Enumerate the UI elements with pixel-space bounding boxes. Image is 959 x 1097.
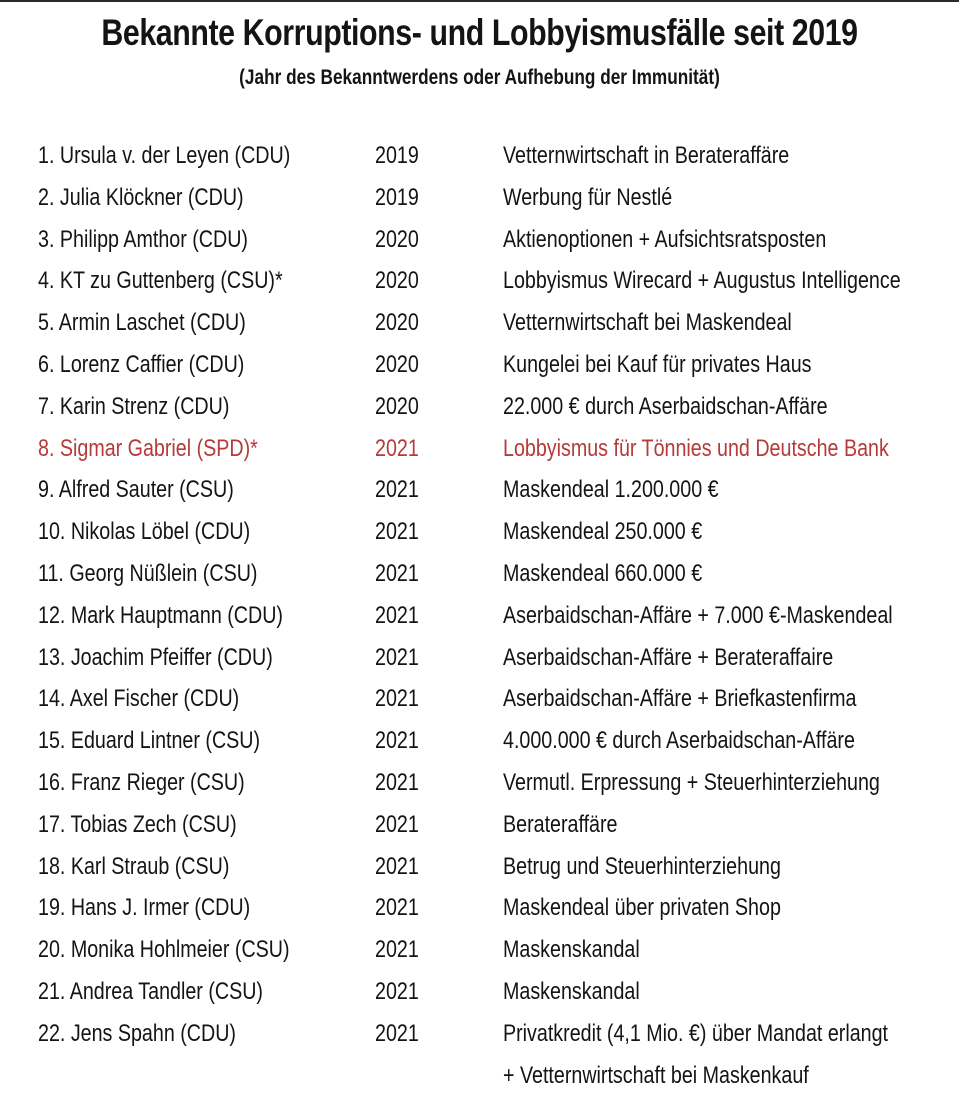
case-year: 2021 xyxy=(375,1019,419,1047)
table-row xyxy=(38,428,948,470)
page-title: Bekannte Korruptions- und Lobbyismusfälle seit 2019 xyxy=(101,12,858,53)
politician-name: 14. Axel Fischer (CDU) xyxy=(38,685,240,713)
case-description-line: Kungelei bei Kauf für privates Haus xyxy=(503,350,812,378)
politician-name: 11. Georg Nüßlein (CSU) xyxy=(38,559,258,587)
table-row xyxy=(38,1013,948,1089)
politician-name: 9. Alfred Sauter (CSU) xyxy=(38,476,234,504)
table-row xyxy=(38,804,948,846)
case-year: 2021 xyxy=(375,810,419,838)
case-description-line: Maskendeal 1.200.000 € xyxy=(503,476,719,504)
table-row xyxy=(38,762,948,804)
case-description-continuation: + Vetternwirtschaft bei Maskenkauf xyxy=(503,1061,809,1089)
case-description-line: Vetternwirtschaft bei Maskendeal xyxy=(503,309,792,337)
politician-name: 4. KT zu Guttenberg (CSU)* xyxy=(38,267,283,295)
table-row xyxy=(38,929,948,971)
table-row xyxy=(38,887,948,929)
politician-name: 13. Joachim Pfeiffer (CDU) xyxy=(38,643,273,671)
politician-name: 1. Ursula v. der Leyen (CDU) xyxy=(38,142,291,169)
case-description xyxy=(503,762,880,804)
politician-name: 5. Armin Laschet (CDU) xyxy=(38,309,246,337)
case-list xyxy=(38,135,948,1089)
case-description-line: Betrug und Steuerhinterziehung xyxy=(503,852,781,880)
case-description xyxy=(503,678,857,720)
table-row xyxy=(38,386,948,428)
case-description-line: Vermutl. Erpressung + Steuerhinterziehung xyxy=(503,768,880,796)
case-year: 2019 xyxy=(375,142,419,169)
politician-name: 18. Karl Straub (CSU) xyxy=(38,852,230,880)
case-year: 2021 xyxy=(375,559,419,587)
case-description-line: Maskendeal 250.000 € xyxy=(503,518,703,546)
case-description xyxy=(503,720,855,762)
case-description xyxy=(503,428,889,470)
case-description xyxy=(503,929,640,971)
case-year: 2021 xyxy=(375,852,419,880)
case-description-line: Lobbyismus für Tönnies und Deutsche Bank xyxy=(503,434,889,462)
politician-name: 19. Hans J. Irmer (CDU) xyxy=(38,894,251,922)
case-description xyxy=(503,887,781,929)
case-description xyxy=(503,553,702,595)
case-year: 2021 xyxy=(375,727,419,755)
case-description xyxy=(503,302,792,344)
politician-name: 16. Franz Rieger (CSU) xyxy=(38,768,245,796)
case-year: 2020 xyxy=(375,225,419,253)
politician-name: 8. Sigmar Gabriel (SPD)* xyxy=(38,434,258,462)
case-year: 2021 xyxy=(375,518,419,546)
case-description xyxy=(503,511,702,553)
case-year: 2019 xyxy=(375,183,419,211)
table-row xyxy=(38,720,948,762)
case-description xyxy=(503,1013,888,1097)
case-description-line: 22.000 € durch Aserbaidschan-Affäre xyxy=(503,392,828,420)
case-year: 2021 xyxy=(375,476,419,504)
case-year: 2021 xyxy=(375,601,419,629)
case-description-line: Aserbaidschan-Affäre + Briefkastenfirma xyxy=(503,685,857,713)
case-description xyxy=(503,219,826,261)
politician-name: 2. Julia Klöckner (CDU) xyxy=(38,183,244,211)
case-year: 2021 xyxy=(375,685,419,713)
politician-name: 12. Mark Hauptmann (CDU) xyxy=(38,601,283,629)
case-description xyxy=(503,637,833,679)
table-row xyxy=(38,302,948,344)
case-description xyxy=(503,260,901,302)
case-description xyxy=(503,971,640,1013)
case-year: 2021 xyxy=(375,643,419,671)
politician-name: 6. Lorenz Caffier (CDU) xyxy=(38,350,245,378)
table-row xyxy=(38,177,948,219)
table-row xyxy=(38,469,948,511)
politician-name: 3. Philipp Amthor (CDU) xyxy=(38,225,248,253)
case-description-line: Berateraffäre xyxy=(503,810,618,838)
case-description-line: Lobbyismus Wirecard + Augustus Intelligence xyxy=(503,267,901,295)
page-subtitle: (Jahr des Bekanntwerdens oder Aufhebung der Immunität) xyxy=(239,66,720,89)
case-year: 2020 xyxy=(375,309,419,337)
case-year: 2021 xyxy=(375,434,419,462)
table-row xyxy=(38,678,948,720)
case-description-line: Aserbaidschan-Affäre + Berateraffaire xyxy=(503,643,834,671)
table-row xyxy=(38,511,948,553)
table-row xyxy=(38,344,948,386)
case-year: 2021 xyxy=(375,936,419,964)
case-year: 2021 xyxy=(375,768,419,796)
politician-name: 20. Monika Hohlmeier (CSU) xyxy=(38,936,290,964)
table-row xyxy=(38,260,948,302)
case-year: 2021 xyxy=(375,977,419,1005)
case-year: 2020 xyxy=(375,350,419,378)
politician-name: 10. Nikolas Löbel (CDU) xyxy=(38,518,251,546)
case-description-line: Maskenskandal xyxy=(503,977,640,1005)
case-description xyxy=(503,804,618,846)
politician-name: 22. Jens Spahn (CDU) xyxy=(38,1019,236,1047)
case-year: 2021 xyxy=(375,894,419,922)
table-row xyxy=(38,637,948,679)
table-row xyxy=(38,846,948,888)
case-description-line: Werbung für Nestlé xyxy=(503,183,673,211)
case-description xyxy=(503,469,719,511)
politician-name: 21. Andrea Tandler (CSU) xyxy=(38,977,263,1005)
case-description-line: Aserbaidschan-Affäre + 7.000 €-Maskendeal xyxy=(503,601,893,629)
table-row xyxy=(38,971,948,1013)
case-description-line: Aktienoptionen + Aufsichtsratsposten xyxy=(503,225,827,253)
case-description xyxy=(503,177,672,219)
politician-name: 7. Karin Strenz (CDU) xyxy=(38,392,230,420)
case-year: 2020 xyxy=(375,267,419,295)
case-description xyxy=(503,595,893,637)
case-description xyxy=(503,135,789,177)
table-row xyxy=(38,595,948,637)
case-description-line: Maskendeal über privaten Shop xyxy=(503,894,781,922)
case-year: 2020 xyxy=(375,392,419,420)
case-description-line: Privatkredit (4,1 Mio. €) über Mandat erlangt xyxy=(503,1019,889,1047)
case-description-line: 4.000.000 € durch Aserbaidschan-Affäre xyxy=(503,727,855,755)
case-description xyxy=(503,846,781,888)
politician-name: 17. Tobias Zech (CSU) xyxy=(38,810,237,838)
table-row xyxy=(38,219,948,261)
case-description xyxy=(503,386,828,428)
case-description-line: Maskenskandal xyxy=(503,936,640,964)
table-row xyxy=(38,135,948,177)
case-description xyxy=(503,344,811,386)
table-row xyxy=(38,553,948,595)
case-description-line: Vetternwirtschaft in Berateraffäre xyxy=(503,142,790,169)
case-description-line: Maskendeal 660.000 € xyxy=(503,559,703,587)
politician-name: 15. Eduard Lintner (CSU) xyxy=(38,727,261,755)
